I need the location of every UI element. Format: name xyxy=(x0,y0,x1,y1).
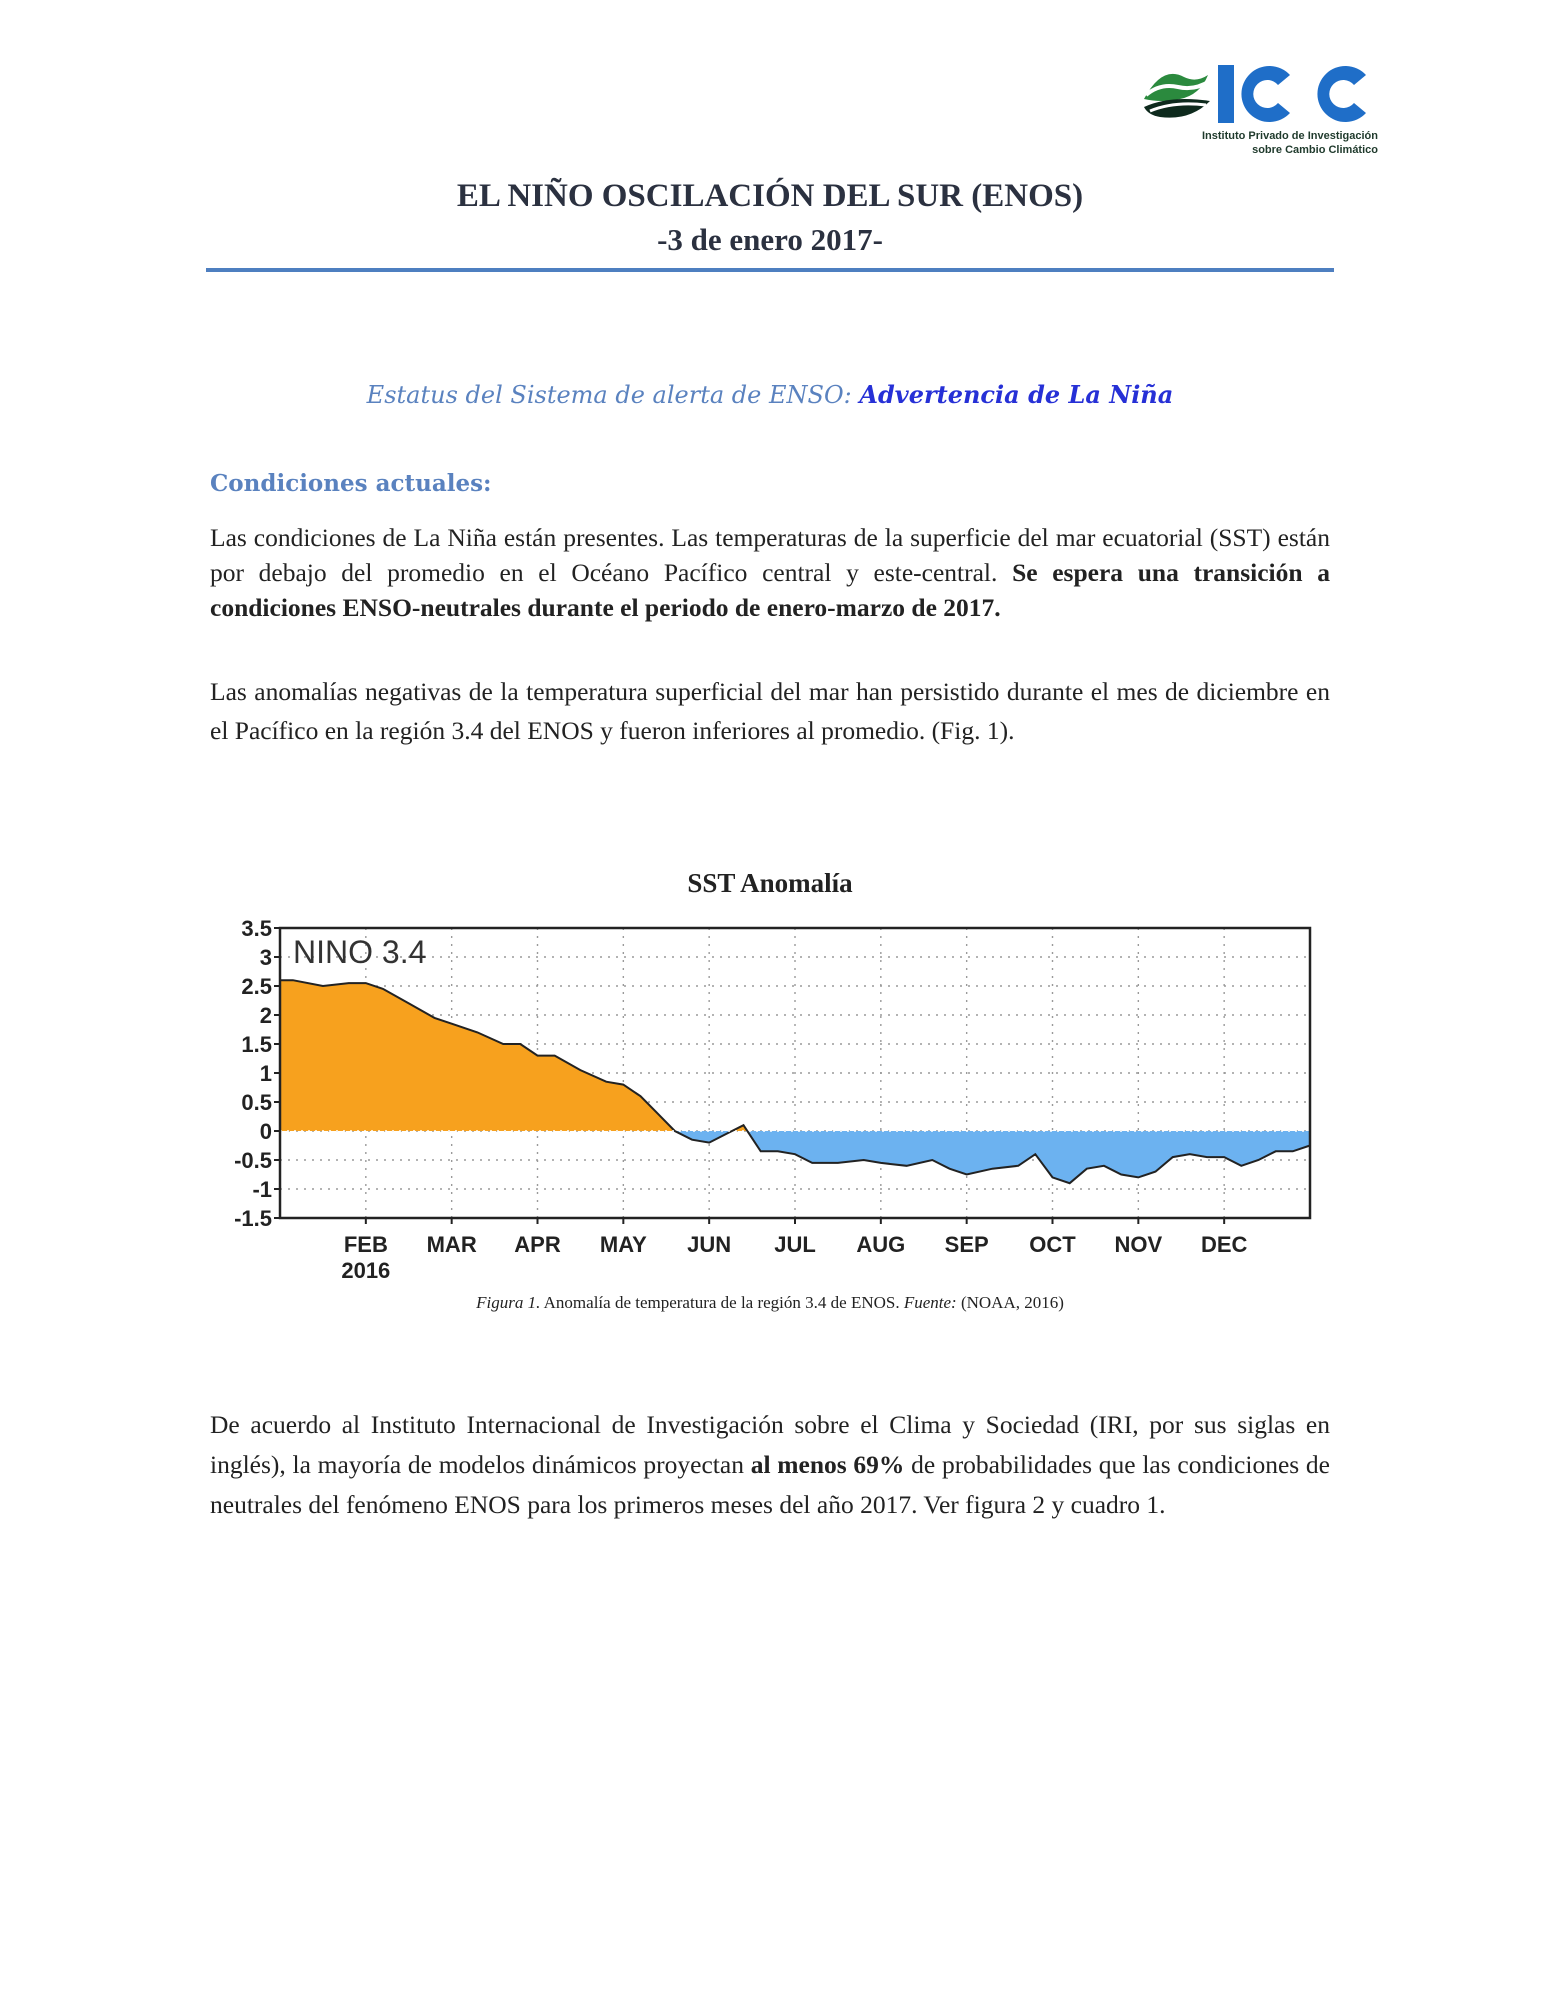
paragraph-conditions xyxy=(210,520,1330,625)
x-tick-label: MAY xyxy=(599,1232,647,1257)
sst-anomaly-chart-svg xyxy=(210,906,1330,1286)
x-tick-label: AUG xyxy=(856,1232,906,1257)
y-tick-label: 0.5 xyxy=(241,1090,272,1115)
y-tick-label: 3.5 xyxy=(241,916,272,941)
document-title: EL NIÑO OSCILACIÓN DEL SUR (ENOS) xyxy=(456,178,1084,214)
caption-source-label: Fuente: xyxy=(903,1293,957,1312)
y-tick-label: -1.5 xyxy=(234,1206,272,1231)
x-tick-label: JUN xyxy=(687,1232,732,1257)
y-tick-label: -1 xyxy=(252,1177,272,1202)
y-tick-label: 1.5 xyxy=(241,1032,272,1057)
sst-anomaly-chart xyxy=(210,906,1330,1291)
logo-line-1: Instituto Privado de Investigación xyxy=(1201,130,1378,142)
x-tick-label: DEC xyxy=(1200,1232,1248,1257)
status-label: Estatus del Sistema de alerta de ENSO: xyxy=(366,381,852,409)
x-year-label: 2016 xyxy=(341,1258,391,1283)
paragraph-conditions-bold: Se espera una transición a condiciones ENSO-neutrales durante el periodo de enero-marzo de 2017. xyxy=(210,558,1330,622)
paragraph-anomalies: Las anomalías negativas de la temperatura superficial del mar han persistido durante el mes de diciembre en el Pacífico en la región 3.4 del ENOS y fueron inferiores al promedio. (Fig. 1). xyxy=(210,677,1330,745)
paragraph-iri-projection xyxy=(210,1405,1330,1525)
caption-label: Figura 1. xyxy=(476,1293,541,1312)
icc-logo xyxy=(1140,55,1380,167)
figure-caption xyxy=(210,1293,1330,1313)
caption-source: (NOAA, 2016) xyxy=(956,1293,1064,1312)
document-date: -3 de enero 2017- xyxy=(657,222,883,257)
x-tick-label: APR xyxy=(514,1232,561,1257)
icc-logo-mark-icon xyxy=(1140,55,1380,127)
section-heading-current-conditions: Condiciones actuales: xyxy=(210,470,492,497)
chart-title: SST Anomalía xyxy=(687,868,853,898)
x-tick-label: NOV xyxy=(1114,1232,1163,1257)
y-tick-label: 2.5 xyxy=(241,974,272,999)
y-tick-label: 1 xyxy=(259,1061,272,1086)
x-tick-label: OCT xyxy=(1029,1232,1076,1257)
paragraph-iri-bold: al menos 69% xyxy=(750,1450,905,1479)
x-tick-label: FEB xyxy=(343,1232,388,1257)
status-value: Advertencia de La Niña xyxy=(859,380,1174,409)
x-tick-label: JUL xyxy=(774,1232,816,1257)
enso-alert-status xyxy=(210,380,1330,409)
title-divider xyxy=(206,268,1334,272)
x-tick-label: MAR xyxy=(426,1232,477,1257)
y-tick-label: 3 xyxy=(259,945,272,970)
x-tick-label: SEP xyxy=(944,1232,989,1257)
paragraph-conditions-text: Las condiciones de La Niña están presentes. Las temperaturas de la superficie del mar ecuatorial (SST) están por debajo del promedio en el Océano Pacífico central y este-central. xyxy=(210,523,1330,587)
y-tick-label: 0 xyxy=(259,1119,272,1144)
chart-inner-label: NINO 3.4 xyxy=(293,934,427,970)
logo-line-2: sobre Cambio Climático xyxy=(1252,144,1378,156)
paragraph-iri-text-b: de probabilidades que las condiciones de neutrales del fenómeno ENOS para los primeros meses del año 2017. Ver figura 2 y cuadro 1. xyxy=(210,1450,1331,1519)
paragraph-iri-text-a: De acuerdo al Instituto Internacional de Investigación sobre el Clima y Sociedad (IRI, por sus siglas en inglés), la mayoría de modelos dinámicos proyectan xyxy=(210,1410,1330,1479)
y-tick-label: 2 xyxy=(259,1003,272,1028)
y-tick-label: -0.5 xyxy=(234,1148,272,1173)
positive-anomaly-area xyxy=(280,980,1310,1131)
negative-anomaly-area xyxy=(280,1131,1310,1183)
caption-text: Anomalía de temperatura de la región 3.4 de ENOS. xyxy=(540,1293,904,1312)
